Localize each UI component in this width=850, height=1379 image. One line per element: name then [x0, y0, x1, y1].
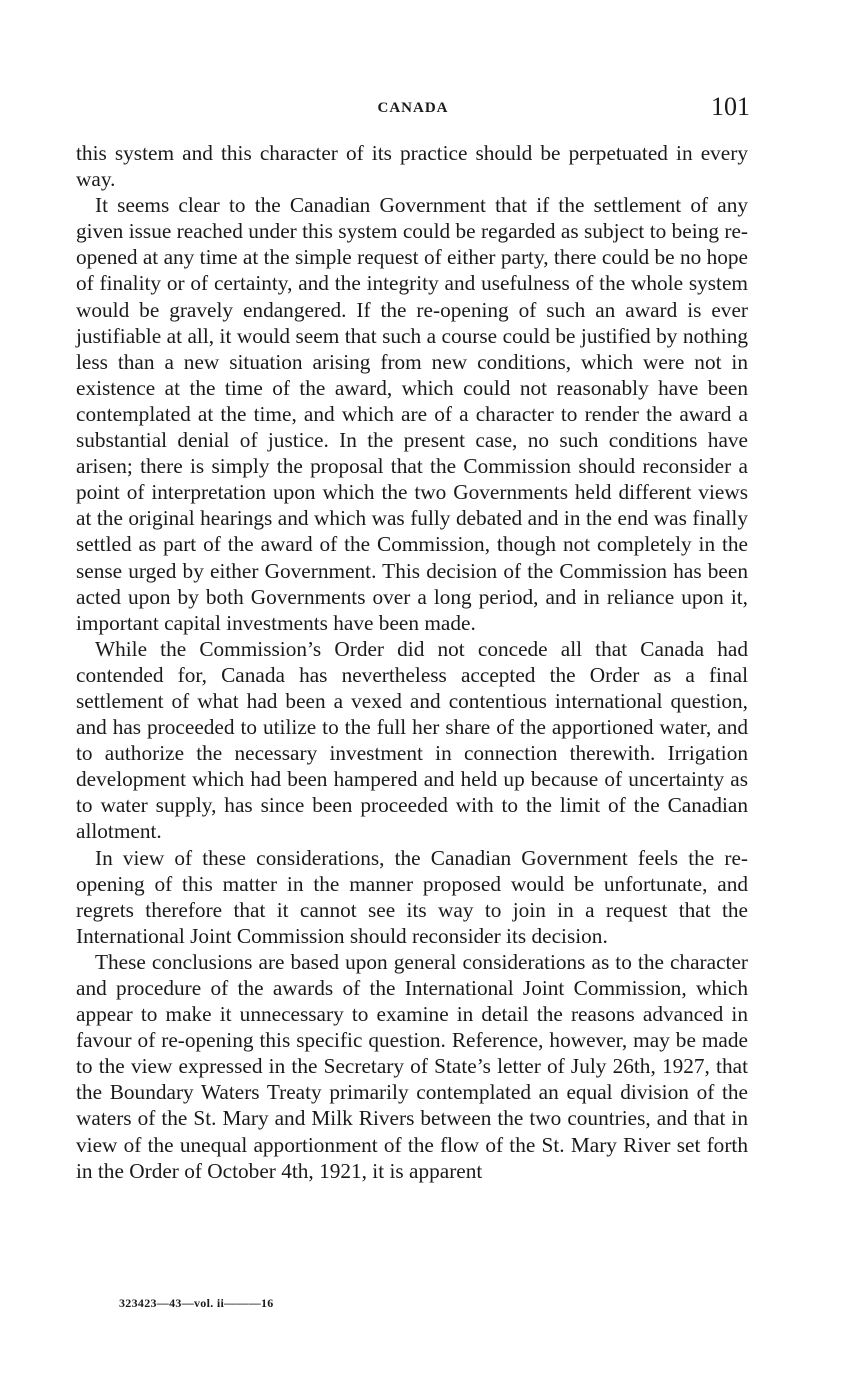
page-number: 101: [711, 92, 750, 121]
body-text: [76, 140, 748, 1184]
paragraph: In view of these considerations, the Canadian Government feels the re-opening of this matter in the manner proposed would be unfortunate, and regrets therefore that it cannot see its way to join in a request that the International Joint Commission should reconsider its decision.: [76, 845, 748, 948]
running-head: [76, 92, 750, 124]
paragraph-continued: this system and this character of its practice should be perpetuated in every way.: [76, 141, 748, 192]
paragraph: It seems clear to the Canadian Government that if the settlement of any given issue reached under this system could be regarded as subject to being re-opened at any time at the simple request of either party, there could be no hope of finality or of certainty, and the integrity and usefulness of the whole system would be gravely endangered. If the re-opening of such an award is ever justifiable at all, it would seem that such a course could be justified by nothing less than a new situation arising from new conditions, which were not in existence at the time of the award, which could not reasonably have been contemplated at the time, and which are of a character to render the award a substantial denial of justice. In the present case, no such conditions have arisen; there is simply the proposal that the Commission should reconsider a point of interpretation upon which the two Governments held different views at the original hearings and which was fully debated and in the end was finally settled as part of the award of the Commission, though not completely in the sense urged by either Government. This decision of the Commission has been acted upon by both Governments over a long period, and in reliance upon it, important capital investments have been made.: [76, 193, 748, 635]
running-title: CANADA: [377, 100, 449, 116]
paragraph: While the Commission’s Order did not concede all that Canada had contended for, Canada has nevertheless accepted the Order as a final settlement of what had been a vexed and contentious international question, and has proceeded to utilize to the full her share of the apportioned water, and to authorize the necessary investment in connection therewith. Irrigation development which had been hampered and held up because of uncertainty as to water supply, has since been proceeded with to the limit of the Canadian allotment.: [76, 636, 748, 844]
paragraph: These conclusions are based upon general considerations as to the character and procedure of the awards of the International Joint Commission, which appear to make it unnecessary to examine in detail the reasons advanced in favour of re-opening this specific question. Reference, however, may be made to the view expressed in the Secretary of State’s letter of July 26th, 1927, that the Boundary Waters Treaty primarily contemplated an equal division of the waters of the St. Mary and Milk Rivers between the two countries, and that in view of the unequal apportionment of the flow of the St. Mary River set forth in the Order of October 4th, 1921, it is apparent: [76, 949, 748, 1183]
printer-signature: 323423—43—vol. ii———16: [119, 1296, 274, 1310]
